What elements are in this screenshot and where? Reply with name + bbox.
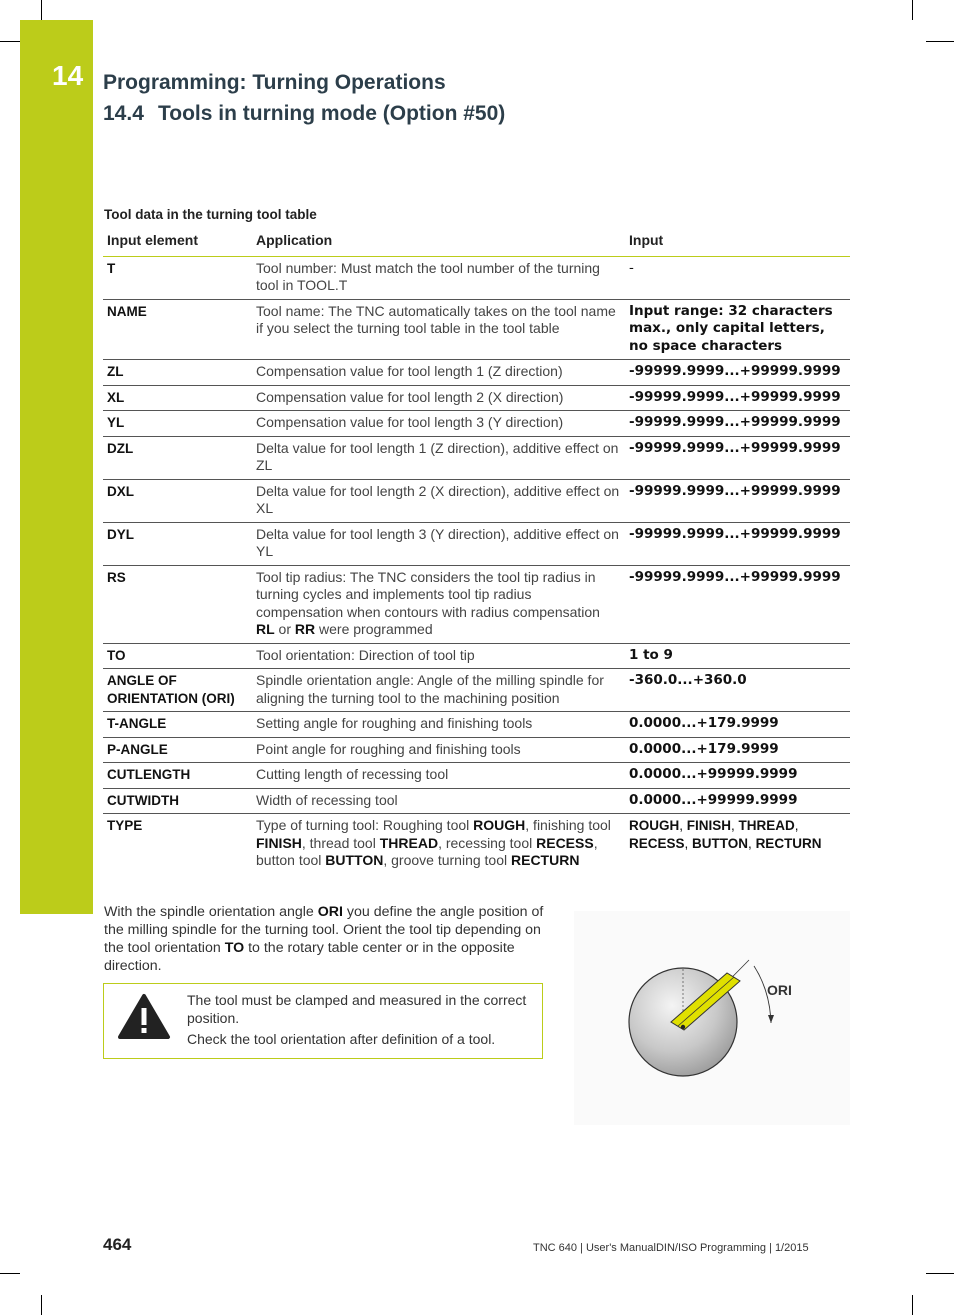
row-application: Delta value for tool length 1 (Z direction), additive effect on ZL — [252, 436, 625, 479]
row-element: T — [103, 256, 252, 299]
row-element: RS — [103, 565, 252, 643]
row-input: -99999.9999...+99999.9999 — [625, 436, 850, 479]
row-application: Compensation value for tool length 2 (X direction) — [252, 385, 625, 411]
row-application — [252, 565, 625, 643]
crop-mark — [926, 41, 954, 42]
row-input: 0.0000...+179.9999 — [625, 737, 850, 763]
keyword-recturn: RECTURN — [511, 852, 580, 868]
row-application: Cutting length of recessing tool — [252, 763, 625, 789]
table-row — [103, 411, 850, 437]
text-span: Type of turning tool: Roughing tool — [256, 817, 474, 833]
row-element: YL — [103, 411, 252, 437]
row-application — [252, 814, 625, 874]
row-application: Setting angle for roughing and finishing tools — [252, 712, 625, 738]
row-element: DYL — [103, 522, 252, 565]
separator: , — [684, 835, 693, 851]
text-span: With the spindle orientation angle — [104, 904, 318, 920]
column-header-application: Application — [252, 229, 625, 256]
crop-mark — [912, 1295, 913, 1315]
keyword-to: TO — [224, 940, 245, 956]
intro-paragraph — [104, 903, 549, 975]
chapter-title: Programming: Turning Operations — [103, 71, 446, 94]
arrow-head — [768, 1015, 774, 1023]
row-application: Compensation value for tool length 3 (Y direction) — [252, 411, 625, 437]
keyword-rough: ROUGH — [629, 818, 680, 833]
keyword-button: BUTTON — [325, 852, 384, 868]
row-input: -99999.9999...+99999.9999 — [625, 385, 850, 411]
keyword-button: BUTTON — [692, 835, 749, 851]
table-row — [103, 436, 850, 479]
table-row — [103, 669, 850, 712]
keyword-ori: ORI — [317, 904, 343, 920]
crop-mark — [0, 1273, 20, 1274]
table-row — [103, 737, 850, 763]
table-row — [103, 565, 850, 643]
row-input: Input range: 32 characters max., only capital letters, no space characters — [625, 299, 850, 360]
row-element: TO — [103, 643, 252, 669]
warning-text-1: The tool must be clamped and measured in the correct position. — [187, 992, 527, 1026]
center-point — [681, 1025, 685, 1029]
text-span: , thread tool — [301, 834, 380, 851]
row-application: Tool number: Must match the tool number of the turning tool in TOOL.T — [252, 256, 625, 299]
table-row — [103, 479, 850, 522]
text-span: , button tool — [256, 834, 598, 868]
row-input: 1 to 9 — [625, 643, 850, 669]
section-number: 14.4 — [103, 102, 144, 125]
crop-mark — [0, 41, 20, 42]
crop-mark — [41, 1295, 42, 1315]
keyword-thread: THREAD — [738, 818, 795, 833]
text-span: , groove turning tool — [383, 852, 511, 868]
row-element: CUTWIDTH — [103, 788, 252, 814]
warning-text-2: Check the tool orientation after definition of a tool. — [187, 1031, 496, 1047]
row-input: -99999.9999...+99999.9999 — [625, 411, 850, 437]
tool-data-table — [103, 229, 850, 874]
table-row — [103, 763, 850, 789]
ori-figure — [574, 911, 850, 1125]
warning-triangle-icon — [104, 984, 184, 1058]
table-row — [103, 360, 850, 386]
row-application: Compensation value for tool length 1 (Z direction) — [252, 360, 625, 386]
row-input: 0.0000...+179.9999 — [625, 712, 850, 738]
row-element: P-ANGLE — [103, 737, 252, 763]
chapter-number: 14 — [52, 60, 84, 91]
table-row — [103, 814, 850, 874]
table-row — [103, 299, 850, 360]
row-input: -99999.9999...+99999.9999 — [625, 360, 850, 386]
keyword-recturn: RECTURN — [755, 835, 822, 851]
keyword-thread: THREAD — [379, 834, 439, 851]
separator: , — [731, 818, 739, 833]
table-header-row — [103, 229, 850, 256]
keyword-finish: FINISH — [256, 834, 302, 851]
row-element: TYPE — [107, 818, 143, 833]
keyword-rr: RR — [294, 621, 316, 637]
text-span: were programmed — [315, 621, 433, 637]
table-row — [103, 643, 850, 669]
row-application: Spindle orientation angle: Angle of the milling spindle for aligning the turning tool to the machining position — [252, 669, 625, 712]
row-element: XL — [103, 385, 252, 411]
row-input: -99999.9999...+99999.9999 — [625, 522, 850, 565]
separator: , — [679, 818, 687, 833]
table-title: Tool data in the turning tool table — [104, 207, 317, 222]
crop-mark — [912, 0, 913, 20]
row-application: Point angle for roughing and finishing tools — [252, 737, 625, 763]
chapter-sidebar — [20, 20, 93, 914]
text-span: Tool tip radius: The TNC considers the tool tip radius in turning cycles and implements tool tip radius compensation when contours with radius compensation — [256, 568, 600, 620]
text-span: , finishing tool — [525, 817, 611, 833]
row-input: -360.0...+360.0 — [625, 669, 850, 712]
table-row — [103, 256, 850, 299]
row-application: Delta value for tool length 2 (X direction), additive effect on XL — [252, 479, 625, 522]
row-element: NAME — [103, 299, 252, 360]
keyword-rough: ROUGH — [473, 817, 526, 833]
column-header-input: Input — [625, 229, 850, 256]
column-header-input-element: Input element — [103, 229, 252, 256]
row-input: 0.0000...+99999.9999 — [625, 763, 850, 789]
keyword-finish: FINISH — [686, 818, 732, 833]
row-input: 0.0000...+99999.9999 — [625, 788, 850, 814]
row-input — [625, 814, 850, 874]
section-heading — [103, 102, 505, 126]
separator: , — [794, 818, 799, 833]
keyword-recess: RECESS — [629, 835, 685, 851]
row-element: DXL — [103, 479, 252, 522]
text-span: to the rotary table center or in the opposite direction. — [104, 940, 515, 974]
row-application: Tool name: The TNC automatically takes on the tool name if you select the turning tool table in the tool table — [252, 299, 625, 360]
keyword-recess: RECESS — [536, 834, 594, 851]
footer-text: TNC 640 | User's ManualDIN/ISO Programming | 1/2015 — [533, 1242, 809, 1254]
row-input: -99999.9999...+99999.9999 — [625, 565, 850, 643]
row-application: Width of recessing tool — [252, 788, 625, 814]
keyword-rl: RL — [256, 621, 275, 637]
table-row — [103, 788, 850, 814]
warning-box — [103, 983, 543, 1059]
row-element: DZL — [103, 436, 252, 479]
text-span: or — [274, 621, 295, 637]
row-element: ZL — [103, 360, 252, 386]
text-span: you define the angle position of the milling spindle for the turning tool. Orient the tool tip depending on the tool orientation — [104, 904, 544, 956]
row-application: Delta value for tool length 3 (Y direction), additive effect on YL — [252, 522, 625, 565]
table-row — [103, 522, 850, 565]
crop-mark — [41, 0, 42, 20]
separator: , — [748, 835, 756, 851]
row-input: - — [625, 256, 850, 299]
table-row — [103, 385, 850, 411]
row-element: T-ANGLE — [103, 712, 252, 738]
section-title: Tools in turning mode (Option #50) — [158, 102, 506, 125]
row-element: ANGLE OF ORIENTATION (ORI) — [103, 669, 252, 712]
row-element: CUTLENGTH — [103, 763, 252, 789]
ori-label: ORI — [767, 982, 792, 998]
row-input: -99999.9999...+99999.9999 — [625, 479, 850, 522]
row-application: Tool orientation: Direction of tool tip — [252, 643, 625, 669]
table-row — [103, 712, 850, 738]
text-span: , recessing tool — [438, 834, 537, 851]
page-number: 464 — [103, 1235, 132, 1254]
crop-mark — [926, 1273, 954, 1274]
